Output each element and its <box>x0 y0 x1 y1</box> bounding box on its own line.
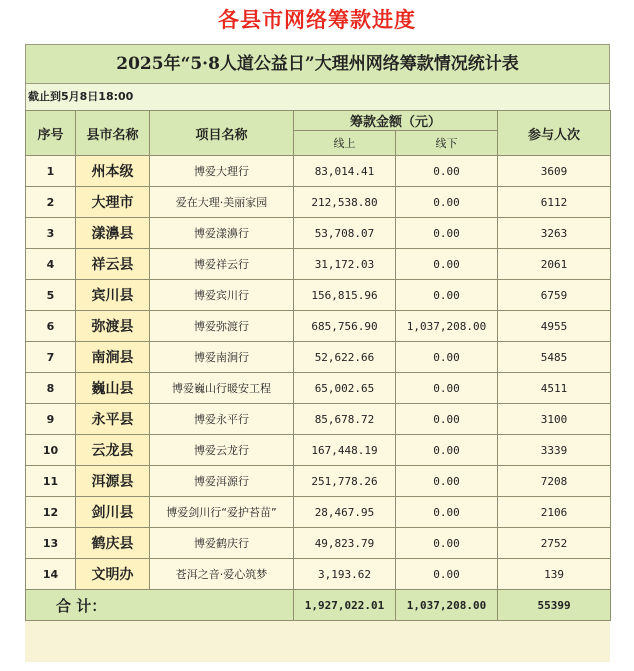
cell-online: 83,014.41 <box>294 156 396 187</box>
cell-participants: 7208 <box>498 466 611 497</box>
table-row <box>26 311 611 342</box>
cell-participants: 2106 <box>498 497 611 528</box>
fundraising-table <box>25 110 611 621</box>
cell-no: 11 <box>26 466 76 497</box>
table-body <box>26 156 611 590</box>
cell-offline: 0.00 <box>396 559 498 590</box>
cell-online: 167,448.19 <box>294 435 396 466</box>
table-row <box>26 342 611 373</box>
cell-no: 14 <box>26 559 76 590</box>
table-row <box>26 373 611 404</box>
cell-participants: 3339 <box>498 435 611 466</box>
cell-no: 10 <box>26 435 76 466</box>
fundraising-sheet <box>25 44 610 662</box>
cell-offline: 0.00 <box>396 280 498 311</box>
cell-online: 31,172.03 <box>294 249 396 280</box>
cell-project: 博爱洱源行 <box>150 466 294 497</box>
cell-no: 3 <box>26 218 76 249</box>
total-label: 合 计： <box>26 590 294 621</box>
cell-offline: 0.00 <box>396 497 498 528</box>
cell-online: 85,678.72 <box>294 404 396 435</box>
cell-participants: 5485 <box>498 342 611 373</box>
cell-participants: 4511 <box>498 373 611 404</box>
cell-project: 博爱鹤庆行 <box>150 528 294 559</box>
cell-no: 4 <box>26 249 76 280</box>
table-row <box>26 466 611 497</box>
cell-online: 156,815.96 <box>294 280 396 311</box>
cell-project: 苍洱之音·爱心筑梦 <box>150 559 294 590</box>
cell-participants: 2752 <box>498 528 611 559</box>
cell-online: 3,193.62 <box>294 559 396 590</box>
cell-online: 53,708.07 <box>294 218 396 249</box>
cell-county: 州本级 <box>76 156 150 187</box>
cell-online: 52,622.66 <box>294 342 396 373</box>
cell-online: 685,756.90 <box>294 311 396 342</box>
cell-county: 南涧县 <box>76 342 150 373</box>
cell-county: 文明办 <box>76 559 150 590</box>
table-row <box>26 435 611 466</box>
cell-county: 洱源县 <box>76 466 150 497</box>
total-offline: 1,037,208.00 <box>396 590 498 621</box>
cell-project: 博爱云龙行 <box>150 435 294 466</box>
cell-county: 祥云县 <box>76 249 150 280</box>
header-no: 序号 <box>26 111 76 156</box>
cell-offline: 0.00 <box>396 466 498 497</box>
cell-online: 65,002.65 <box>294 373 396 404</box>
cell-participants: 3609 <box>498 156 611 187</box>
table-row <box>26 559 611 590</box>
table-row <box>26 249 611 280</box>
cell-project: 博爱永平行 <box>150 404 294 435</box>
table-row <box>26 280 611 311</box>
cell-no: 6 <box>26 311 76 342</box>
cutoff-time: 截止到5月8日18:00 <box>25 84 610 110</box>
table-row <box>26 404 611 435</box>
table-row <box>26 187 611 218</box>
cell-participants: 2061 <box>498 249 611 280</box>
header-offline: 线下 <box>396 131 498 156</box>
cell-county: 鹤庆县 <box>76 528 150 559</box>
cell-project: 博爱巍山行暖安工程 <box>150 373 294 404</box>
cell-county: 弥渡县 <box>76 311 150 342</box>
cell-participants: 3263 <box>498 218 611 249</box>
header-project: 项目名称 <box>150 111 294 156</box>
cell-offline: 0.00 <box>396 342 498 373</box>
cell-no: 12 <box>26 497 76 528</box>
total-row <box>26 590 611 621</box>
cell-project: 爱在大理·美丽家园 <box>150 187 294 218</box>
table-row <box>26 218 611 249</box>
table-row <box>26 156 611 187</box>
cell-participants: 6759 <box>498 280 611 311</box>
header-county: 县市名称 <box>76 111 150 156</box>
cell-no: 8 <box>26 373 76 404</box>
cell-no: 1 <box>26 156 76 187</box>
cell-online: 212,538.80 <box>294 187 396 218</box>
cell-project: 博爱大理行 <box>150 156 294 187</box>
total-online: 1,927,022.01 <box>294 590 396 621</box>
cell-no: 7 <box>26 342 76 373</box>
cell-offline: 0.00 <box>396 404 498 435</box>
header-amount: 筹款金额（元） <box>294 111 498 131</box>
cell-county: 大理市 <box>76 187 150 218</box>
cell-participants: 6112 <box>498 187 611 218</box>
cell-no: 13 <box>26 528 76 559</box>
page-heading: 各县市网络筹款进度 <box>218 8 416 32</box>
cell-offline: 0.00 <box>396 435 498 466</box>
cell-county: 巍山县 <box>76 373 150 404</box>
cell-offline: 0.00 <box>396 156 498 187</box>
cell-project: 博爱剑川行“爱护苔苗” <box>150 497 294 528</box>
cell-project: 博爱弥渡行 <box>150 311 294 342</box>
cell-offline: 0.00 <box>396 528 498 559</box>
header-online: 线上 <box>294 131 396 156</box>
cell-offline: 0.00 <box>396 187 498 218</box>
cell-offline: 1,037,208.00 <box>396 311 498 342</box>
cell-project: 博爱祥云行 <box>150 249 294 280</box>
cell-online: 251,778.26 <box>294 466 396 497</box>
table-row <box>26 497 611 528</box>
cell-participants: 3100 <box>498 404 611 435</box>
cell-offline: 0.00 <box>396 249 498 280</box>
cell-no: 2 <box>26 187 76 218</box>
cell-county: 永平县 <box>76 404 150 435</box>
cell-online: 28,467.95 <box>294 497 396 528</box>
cell-participants: 4955 <box>498 311 611 342</box>
cell-county: 云龙县 <box>76 435 150 466</box>
cell-county: 漾濞县 <box>76 218 150 249</box>
cell-offline: 0.00 <box>396 218 498 249</box>
table-row <box>26 528 611 559</box>
cell-county: 宾川县 <box>76 280 150 311</box>
total-participants: 55399 <box>498 590 611 621</box>
sheet-title: 2025年“5·8人道公益日”大理州网络筹款情况统计表 <box>25 44 610 84</box>
cell-offline: 0.00 <box>396 373 498 404</box>
cell-no: 9 <box>26 404 76 435</box>
cell-project: 博爱宾川行 <box>150 280 294 311</box>
cell-county: 剑川县 <box>76 497 150 528</box>
header-participants: 参与人次 <box>498 111 611 156</box>
cell-participants: 139 <box>498 559 611 590</box>
cell-online: 49,823.79 <box>294 528 396 559</box>
cell-project: 博爱漾濞行 <box>150 218 294 249</box>
cell-project: 博爱南涧行 <box>150 342 294 373</box>
cell-no: 5 <box>26 280 76 311</box>
